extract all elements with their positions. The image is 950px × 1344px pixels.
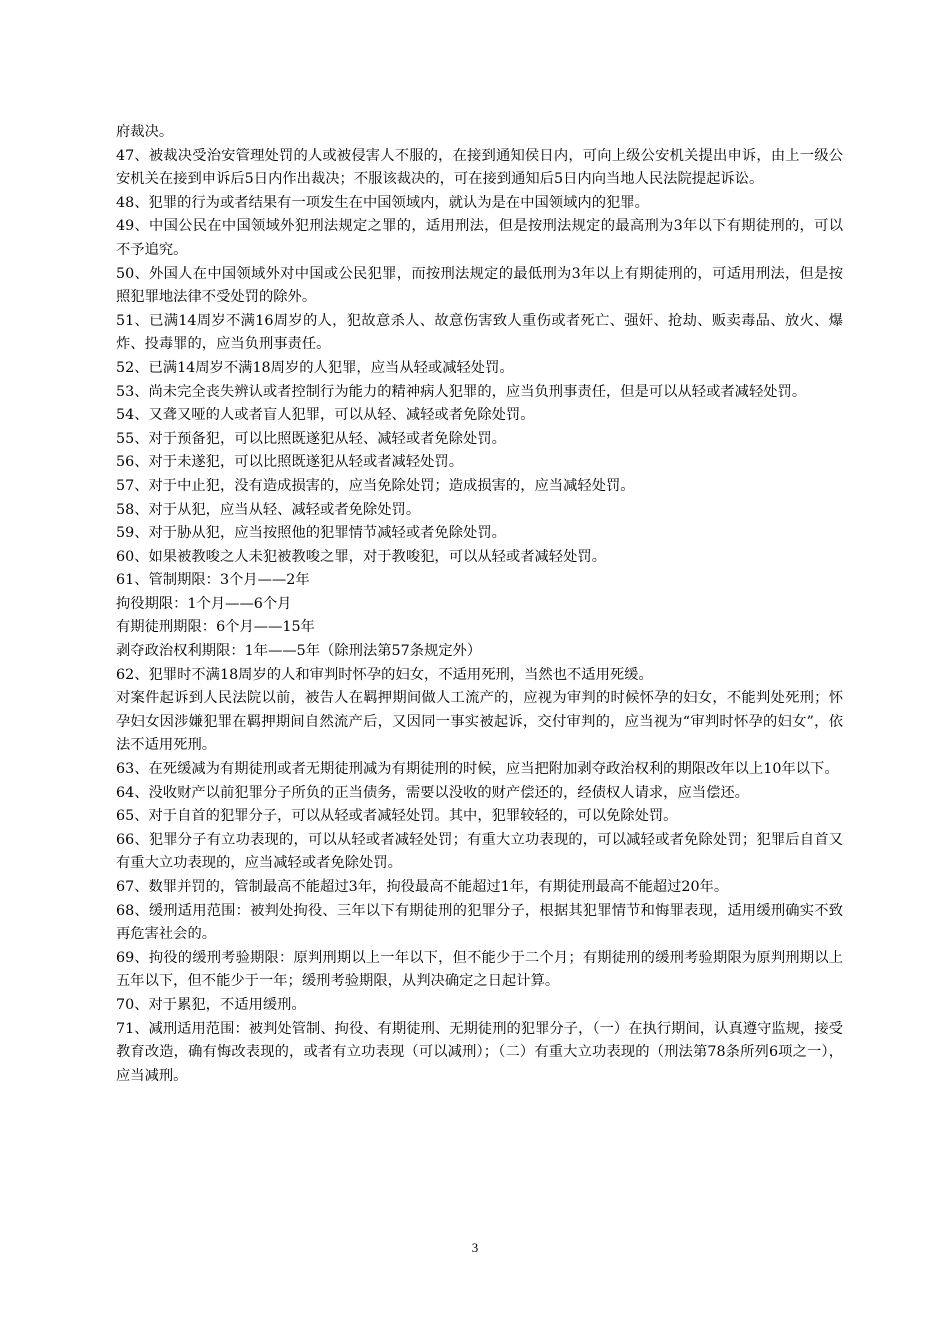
paragraph: 54、又聋又哑的人或者盲人犯罪，可以从轻、减轻或者免除处罚。: [116, 407, 535, 424]
paragraph: 56、对于未遂犯，可以比照既遂犯从轻或者减轻处罚。: [116, 454, 464, 471]
paragraph: 58、对于从犯，应当从轻、减轻或者免除处罚。: [116, 501, 421, 518]
paragraph: 70、对于累犯，不适用缓刑。: [116, 996, 306, 1013]
paragraph: 66、犯罪分子有立功表现的，可以从轻或者减轻处罚；有重大立功表现的，可以减轻或者免除处罚；犯罪后自首又有重大立功表现的，应当减轻或者免除处罚。: [116, 831, 843, 872]
paragraph: 有期徒刑期限：6个月——15年: [116, 619, 315, 636]
paragraph: 65、对于自首的犯罪分子，可以从轻或者减轻处罚。其中，犯罪较轻的，可以免除处罚。: [116, 808, 678, 825]
paragraph: 71、减刑适用范围：被判处管制、拘役、有期徒刑、无期徒刑的犯罪分子，（一）在执行期间，认真遵守监规，接受教育改造，确有悔改表现的，或者有立功表现（可以减刑）；（二）有重大立功表现的（刑法第78条所列6项之一），应当减刑。: [116, 1020, 843, 1084]
paragraph: 对案件起诉到人民法院以前，被告人在羁押期间做人工流产的，应视为审判的时候怀孕的妇女，不能判处死刑；怀孕妇女因涉嫌犯罪在羁押期间自然流产后，又因同一事实被起诉，交付审判的，应当视为“审判时怀孕的妇女”，依法不适用死刑。: [116, 690, 843, 754]
paragraph: 62、犯罪时不满18周岁的人和审判时怀孕的妇女，不适用死刑，当然也不适用死缓。: [116, 666, 653, 683]
paragraph: 55、对于预备犯，可以比照既遂犯从轻、减轻或者免除处罚。: [116, 430, 506, 447]
paragraph: 拘役期限：1个月——6个月: [116, 595, 292, 612]
paragraph: 59、对于胁从犯，应当按照他的犯罪情节减轻或者免除处罚。: [116, 525, 506, 542]
paragraph: 57、对于中止犯，没有造成损害的，应当免除处罚；造成损害的，应当减轻处罚。: [116, 477, 635, 494]
page-number: 3: [471, 1240, 479, 1255]
paragraph: 69、拘役的缓刑考验期限：原判刑期以上一年以下，但不能少于二个月；有期徒刑的缓刑考验期限为原判刑期以上五年以下，但不能少于一年；缓刑考验期限，从判决确定之日起计算。: [116, 949, 843, 990]
paragraph: 府裁决。: [116, 124, 174, 140]
paragraph: 47、被裁决受治安管理处罚的人或被侵害人不服的，在接到通知侯日内，可向上级公安机关提出申诉，由上一级公安机关在接到申诉后5日内作出裁决；不服该裁决的，可在接到通知后5日内向当地人民法院提起诉讼。: [116, 147, 843, 188]
paragraph: 49、中国公民在中国领域外犯刑法规定之罪的，适用刑法，但是按刑法规定的最高刑为3年以下有期徒刑的，可以不予追究。: [116, 218, 843, 258]
paragraph: 60、如果被教唆之人未犯被教唆之罪，对于教唆犯，可以从轻或者减轻处罚。: [116, 548, 606, 565]
document-body: [116, 121, 843, 1088]
paragraph: 剥夺政治权利期限：1年——5年（除刑法第57条规定外）: [116, 643, 482, 660]
paragraph: 68、缓刑适用范围：被判处拘役、三年以下有期徒刑的犯罪分子，根据其犯罪情节和悔罪表现，适用缓刑确实不致再危害社会的。: [116, 902, 843, 943]
paragraph: 53、尚未完全丧失辨认或者控制行为能力的精神病人犯罪的，应当负刑事责任，但是可以从轻或者减轻处罚。: [116, 383, 807, 400]
paragraph: 52、已满14周岁不满18周岁的人犯罪，应当从轻或减轻处罚。: [116, 359, 514, 376]
paragraph: 67、数罪并罚的，管制最高不能超过3年，拘役最高不能超过1年，有期徒刑最高不能超过20年。: [116, 879, 729, 895]
paragraph: 51、已满14周岁不满16周岁的人，犯故意杀人、故意伤害致人重伤或者死亡、强奸、抢劫、贩卖毒品、放火、爆炸、投毒罪的，应当负刑事责任。: [116, 312, 843, 353]
paragraph: 48、犯罪的行为或者结果有一项发生在中国领域内，就认为是在中国领域内的犯罪。: [116, 194, 649, 211]
paragraph: 64、没收财产以前犯罪分子所负的正当债务，需要以没收的财产偿还的，经债权人请求，应当偿还。: [116, 784, 749, 801]
paragraph: 63、在死缓减为有期徒刑或者无期徒刑减为有期徒刑的时候，应当把附加剥夺政治权利的期限改年以上10年以下。: [116, 761, 839, 778]
paragraph: 50、外国人在中国领域外对中国或公民犯罪，而按刑法规定的最低刑为3年以上有期徒刑的，可适用刑法，但是按照犯罪地法律不受处罚的除外。: [116, 265, 843, 306]
paragraph: 61、管制期限：3个月——2年: [116, 572, 310, 589]
